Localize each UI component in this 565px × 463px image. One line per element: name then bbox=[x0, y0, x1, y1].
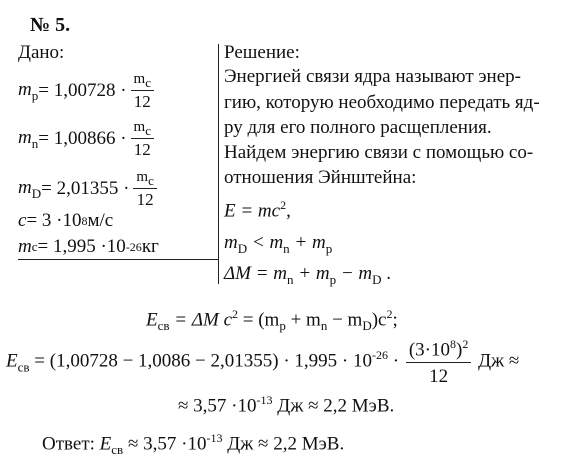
given-underline bbox=[18, 259, 218, 260]
given-label: Дано: bbox=[18, 42, 65, 63]
given-mc: m c = 1,995 ·10 -26 кг bbox=[18, 236, 159, 257]
equation-result: ≈ $3,57 \cdot 10^{-13}$ Дж ≈ 2,2 МэВ. bbox=[178, 393, 395, 417]
solution-line-2: гию, которую необходимо передать яд- bbox=[224, 92, 540, 113]
given-mn: $m_n$ = 1,00866 · $\frac{mc}{12}$ bbox=[18, 120, 154, 158]
equation-einstein: $E = mc^2$, bbox=[224, 198, 291, 222]
given-c: c = 3 ·10 8 м/с bbox=[18, 210, 114, 231]
equation-numeric: $E_{св} = (1,00728 - 1,0086 - 2,01355) \cdot 1,995 \cdot 10^{-26}$ · $\frac{(3\cdot 10^8)^2}{12}$ Дж ≈ bbox=[6, 337, 520, 388]
energy-fraction: $\frac{(3\cdot 10^8)^2}{12}$ bbox=[406, 338, 471, 386]
solution-line-1: Энергией связи ядра называют энер- bbox=[224, 66, 521, 87]
given-md: $m_D$ = 2,01355 · $\frac{mc}{12}$ bbox=[18, 170, 157, 208]
solution-line-3: ру для его полного расщепления. bbox=[224, 117, 492, 138]
equation-mass-defect: $\Delta M = m_n + m_p - m_D$ . bbox=[224, 263, 392, 287]
column-divider bbox=[218, 44, 219, 284]
equation-binding-energy: $E_{св} = \Delta M$ $c^2 = (m_p + m_n - m_D)c^2$; bbox=[146, 307, 398, 334]
problem-number: № 5. bbox=[30, 14, 71, 36]
solution-line-4: Найдем энергию связи с помощью со- bbox=[224, 142, 534, 163]
given-mp: $m_p$ = 1,00728 · $\frac{mc}{12}$ bbox=[18, 72, 154, 110]
solution-label: Решение: bbox=[224, 42, 300, 63]
solution-line-5: отношения Эйнштейна: bbox=[224, 167, 417, 188]
answer-line: Ответ: $E_{св} \approx 3,57 \cdot 10^{-13}$ Дж ≈ 2,2 МэВ. bbox=[42, 431, 345, 458]
equation-mass-inequality: $m_D < m_n + m_p$ bbox=[224, 232, 333, 256]
